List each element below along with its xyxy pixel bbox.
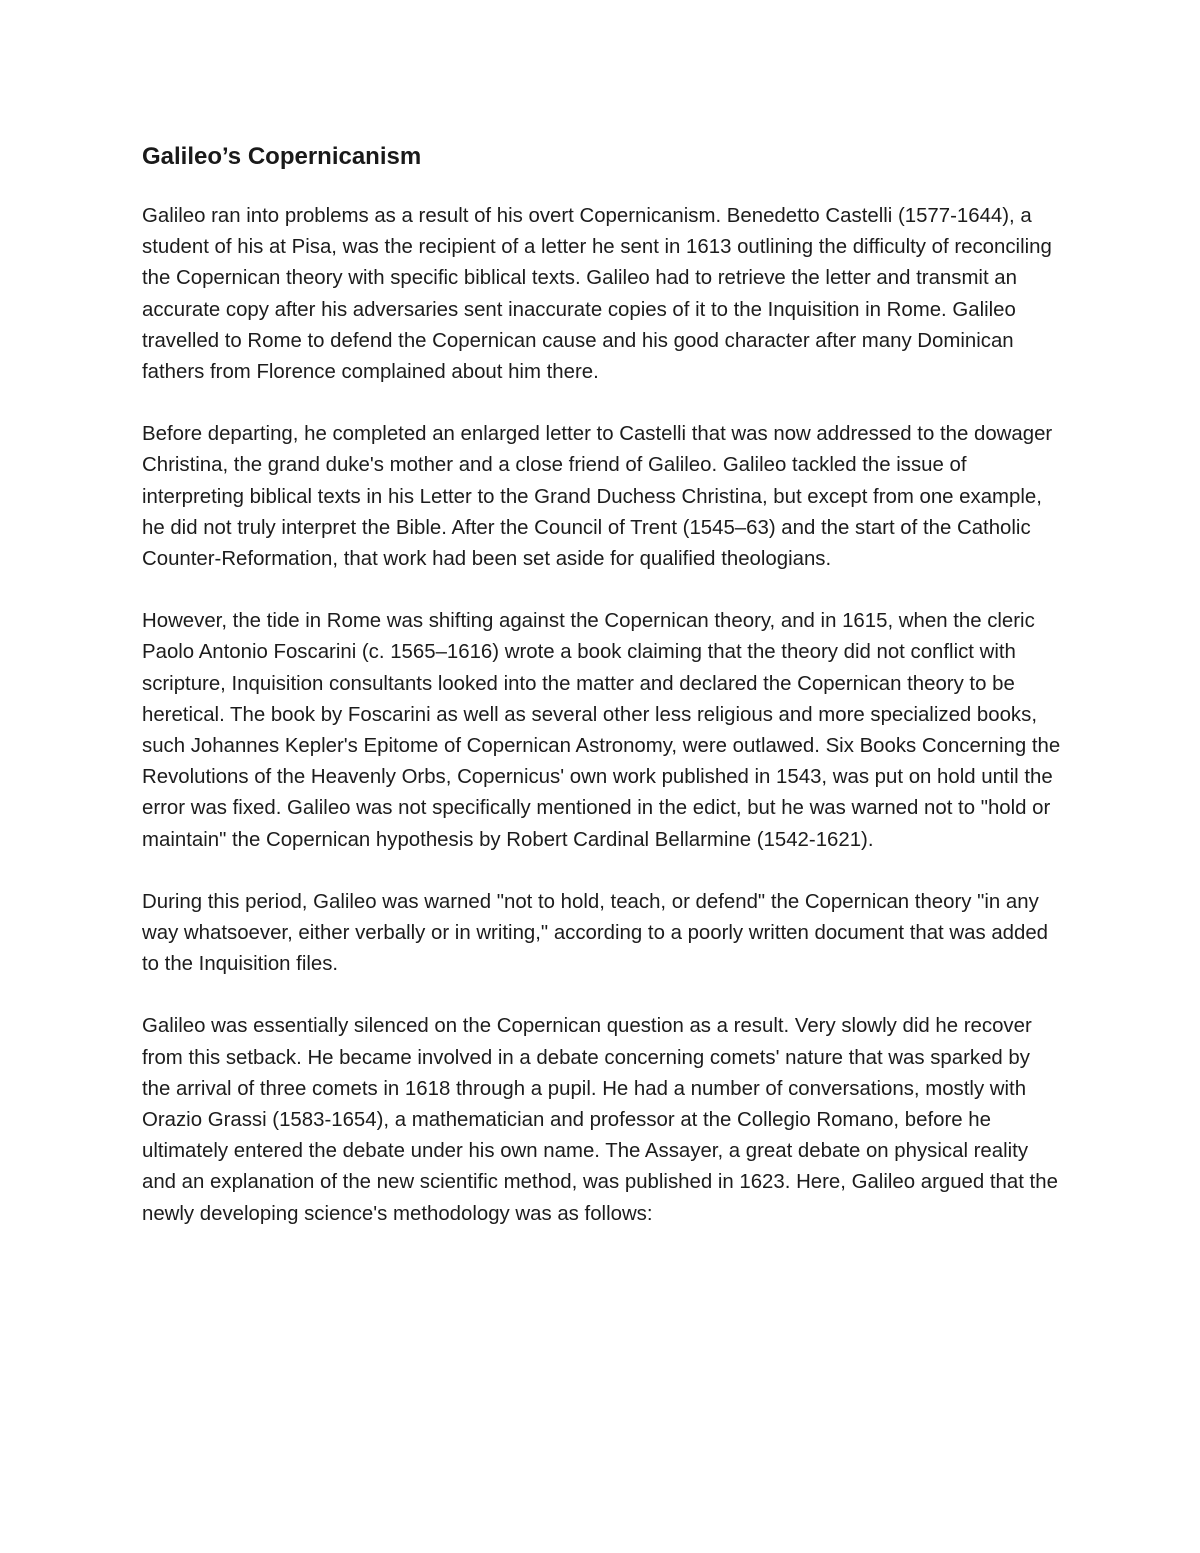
paragraph: Galileo was essentially silenced on the Copernican question as a result. Very slowly did he recover from this setback. He became involved in a debate concerning comets' nature that was sparked by the arrival of three comets in 1618 through a pupil. He had a number of conversations, mostly with Orazio Grassi (1583-1654), a mathematician and professor at the Collegio Romano, before he ultimately entered the debate under his own name. The Assayer, a great debate on physical reality and an explanation of the new scientific method, was published in 1623. Here, Galileo argued that the newly developing science's methodology was as follows:	[142, 1015, 1058, 1225]
document-title: Galileo’s Copernicanism	[142, 143, 422, 170]
document-body	[142, 140, 1062, 1261]
paragraph: Galileo ran into problems as a result of his overt Copernicanism. Benedetto Castelli (1577-1644), a student of his at Pisa, was the recipient of a letter he sent in 1613 outlining the difficulty of reconciling the Copernican theory with specific biblical texts. Galileo had to retrieve the letter and transmit an accurate copy after his adversaries sent inaccurate copies of it to the Inquisition in Rome. Galileo travelled to Rome to defend the Copernican cause and his good character after many Dominican fathers from Florence complained about him there.	[142, 205, 1052, 384]
paragraph: During this period, Galileo was warned "not to hold, teach, or defend" the Copernican theory "in any way whatsoever, either verbally or in writing," according to a poorly written document that was added to the Inquisition files.	[142, 890, 1049, 976]
paragraph: However, the tide in Rome was shifting against the Copernican theory, and in 1615, when the cleric Paolo Antonio Foscarini (c. 1565–1616) wrote a book claiming that the theory did not conflict with scripture, Inquisition consultants looked into the matter and declared the Copernican theory to be heretical. The book by Foscarini as well as several other less religious and more specialized books, such Johannes Kepler's Epitome of Copernican Astronomy, were outlawed. Six Books Concerning the Revolutions of the Heavenly Orbs, Copernicus' own work published in 1543, was put on hold until the error was fixed. Galileo was not specifically mentioned in the edict, but he was warned not to "hold or maintain" the Copernican hypothesis by Robert Cardinal Bellarmine (1542-1621).	[142, 610, 1061, 851]
paragraph: Before departing, he completed an enlarged letter to Castelli that was now addressed to the dowager Christina, the grand duke's mother and a close friend of Galileo. Galileo tackled the issue of interpreting biblical texts in his Letter to the Grand Duchess Christina, but except from one example, he did not truly interpret the Bible. After the Council of Trent (1545–63) and the start of the Catholic Counter-Reformation, that work had been set aside for qualified theologians.	[142, 423, 1053, 571]
